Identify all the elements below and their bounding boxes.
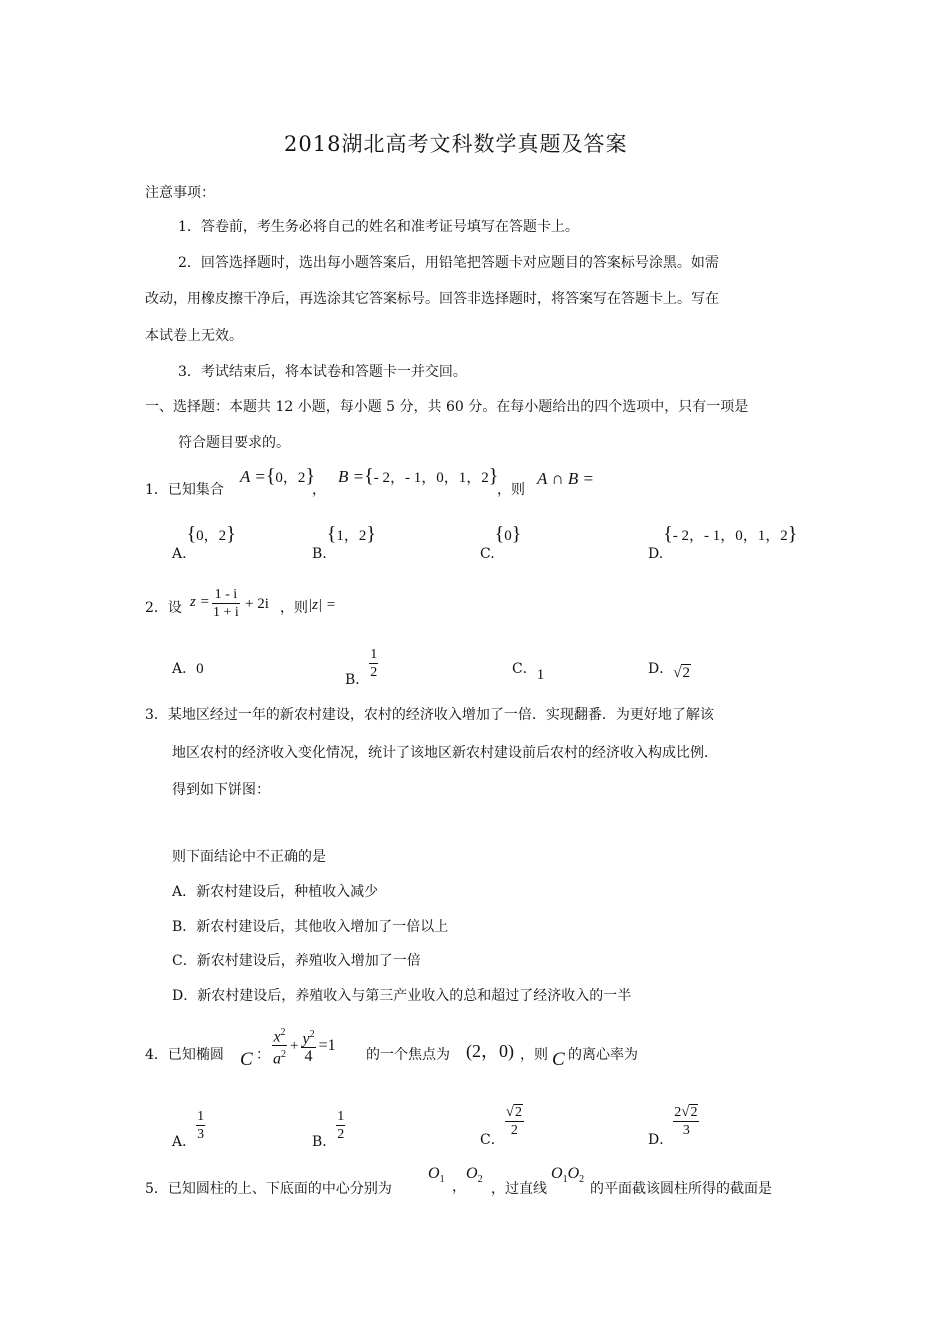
section-heading-line-2: 符合题目要求的。	[178, 435, 290, 451]
option-label: D．	[648, 661, 674, 677]
set-b-name: B =	[338, 467, 365, 486]
question-2-prefix: 2．设	[145, 600, 182, 616]
question-3-stem: 则下面结论中不正确的是	[172, 849, 326, 865]
q2-option-a	[172, 662, 204, 677]
denominator: 2	[510, 1123, 518, 1138]
option-label: D．	[648, 1131, 674, 1148]
sqrt-symbol: √	[673, 665, 682, 681]
question-5-o1o2: $O_1O_2$	[551, 1165, 585, 1186]
fraction	[673, 1104, 699, 1139]
fraction	[369, 646, 378, 681]
denominator: 3	[682, 1123, 690, 1138]
notice-item-1: 1．答卷前，考生务必将自己的姓名和准考证号填写在答题卡上。	[178, 219, 579, 235]
left-brace: {	[494, 523, 505, 545]
question-3-line-1: 3．某地区经过一年的新农村建设，农村的经济收入增加了一倍．实现翻番．为更好地了解该	[145, 707, 714, 723]
right-brace: }	[305, 465, 316, 487]
question-1-set-a	[240, 466, 315, 486]
question-1-ask: A ∩ B =	[537, 469, 594, 488]
q4-option-c	[480, 1104, 524, 1148]
notice-item-2-line-3: 本试卷上无效。	[145, 328, 243, 344]
option-content: 1，2	[336, 528, 367, 544]
option-label: C．	[512, 661, 537, 677]
option-label: B．	[312, 1133, 337, 1150]
numerator: $y^2$	[301, 1026, 315, 1048]
question-4-colon: ：	[256, 1047, 270, 1063]
option-label: A.	[172, 546, 187, 562]
question-1-comma: ，	[312, 482, 326, 498]
option-label: B．	[345, 671, 370, 688]
notice-item-2-line-1: 2．回答选择题时，选出每小题答案后，用铅笔把答题卡对应题目的答案标号涂黑。如需	[178, 255, 719, 271]
question-5-o2: $O_2$	[466, 1165, 483, 1186]
denominator: 2	[370, 665, 378, 680]
denominator: 2	[337, 1127, 345, 1142]
question-4-then: ，则	[520, 1047, 548, 1063]
q2-option-b	[345, 646, 378, 688]
left-brace: {	[326, 523, 337, 545]
question-5-mid: ，过直线	[491, 1181, 547, 1197]
numerator: √2	[505, 1104, 522, 1120]
left-brace: {	[265, 465, 276, 487]
denominator: $a^2$	[273, 1049, 286, 1068]
fraction	[196, 1108, 205, 1143]
question-2-z: z =	[190, 594, 210, 610]
page-title: 2018湖北高考文科数学真题及答案	[284, 132, 628, 156]
q1-option-a	[172, 523, 236, 562]
option-content: 0，2	[196, 528, 227, 544]
notice-item-2-line-2: 改动，用橡皮擦干净后，再选涂其它答案标号。回答非选择题时，将答案写在答题卡上。写在	[145, 291, 719, 307]
q1-option-c	[480, 523, 522, 562]
question-3-line-2: 地区农村的经济收入变化情况，统计了该地区新农村建设前后农村的经济收入构成比例．	[172, 745, 718, 761]
fraction	[336, 1108, 345, 1143]
option-content: - 2，- 1，0，1，2	[672, 528, 788, 544]
numerator: 2√2	[674, 1104, 698, 1120]
option-value: 1	[536, 667, 545, 683]
question-4-tail: 的离心率为	[568, 1047, 638, 1063]
section-heading-line-1: 一、选择题：本题共 12 小题，每小题 5 分，共 60 分。在每小题给出的四个选项中，只有一项是	[145, 399, 749, 415]
question-5-prefix: 5．已知圆柱的上、下底面的中心分别为	[145, 1181, 392, 1197]
question-4-point: (2，0)	[466, 1041, 514, 1061]
denominator: 3	[197, 1127, 205, 1142]
plus-sign: +	[290, 1037, 299, 1054]
question-5-o1: $O_1$	[428, 1165, 445, 1186]
q3-option-a: A．新农村建设后，种植收入减少	[172, 884, 379, 900]
question-4-mid: 的一个焦点为	[366, 1047, 450, 1063]
question-4-c: C	[240, 1049, 253, 1070]
numerator: 1	[337, 1109, 345, 1124]
option-label: C．	[480, 1131, 505, 1148]
option-label: A．	[172, 1133, 197, 1150]
fraction	[505, 1104, 524, 1139]
q3-option-c: C．新农村建设后，养殖收入增加了一倍	[172, 953, 421, 969]
option-value: 0	[196, 661, 204, 677]
option-label: C.	[480, 546, 495, 562]
q1-option-b	[312, 523, 376, 562]
question-4-prefix: 4．已知椭圆	[145, 1047, 224, 1063]
question-5-comma: ，	[452, 1179, 466, 1195]
right-brace: }	[488, 465, 499, 487]
right-brace: }	[787, 523, 798, 545]
numerator: $x^2$	[272, 1024, 287, 1046]
q1-option-d	[648, 523, 798, 562]
fraction	[212, 586, 240, 621]
question-2-then: ，则	[280, 600, 308, 616]
denominator: 4	[304, 1048, 313, 1066]
denominator: 1 + i	[213, 605, 239, 620]
q2-option-c	[512, 661, 545, 683]
option-label: D.	[648, 546, 664, 562]
question-2-fraction	[212, 586, 240, 621]
q4-option-d	[648, 1104, 699, 1148]
q4-option-a	[172, 1108, 205, 1150]
fraction	[301, 1026, 315, 1065]
question-2-ask: |z| =	[308, 597, 336, 613]
numerator: 1	[197, 1109, 205, 1124]
numerator: 1 - i	[212, 586, 240, 604]
q3-option-b: B．新农村建设后，其他收入增加了一倍以上	[172, 919, 449, 935]
numerator: 1	[370, 647, 378, 662]
set-b-content: - 2，- 1，0，1，2	[373, 470, 489, 486]
notice-heading: 注意事项：	[145, 185, 215, 201]
question-3-line-3: 得到如下饼图：	[172, 782, 270, 798]
set-a-name: A =	[240, 467, 266, 486]
equals-one: =1	[318, 1036, 336, 1054]
question-1-then: ，则	[497, 482, 525, 498]
right-brace: }	[366, 523, 376, 545]
q2-option-d	[648, 661, 691, 681]
set-a-content: 0，2	[275, 470, 306, 486]
question-4-c2: C	[552, 1049, 565, 1070]
q4-option-b	[312, 1108, 345, 1150]
fraction	[272, 1024, 287, 1068]
option-label: A．	[172, 661, 197, 677]
question-1-set-b	[338, 466, 498, 486]
right-brace: }	[226, 523, 236, 545]
question-5-tail: 的平面截该圆柱所得的截面是	[590, 1181, 772, 1197]
right-brace: }	[511, 523, 522, 545]
option-label: B.	[312, 546, 327, 562]
q3-option-d: D．新农村建设后，养殖收入与第三产业收入的总和超过了经济收入的一半	[172, 988, 632, 1004]
question-1-prefix: 1．已知集合	[145, 482, 224, 498]
question-4-ellipse-equation	[272, 1024, 336, 1068]
radicand: 2	[682, 665, 690, 681]
left-brace: {	[364, 465, 374, 487]
notice-item-3: 3．考试结束后，将本试卷和答题卡一并交回。	[178, 364, 467, 380]
question-2-plus: + 2i	[245, 596, 269, 612]
left-brace: {	[663, 523, 673, 545]
left-brace: {	[186, 523, 197, 545]
option-content: 0	[504, 528, 512, 544]
